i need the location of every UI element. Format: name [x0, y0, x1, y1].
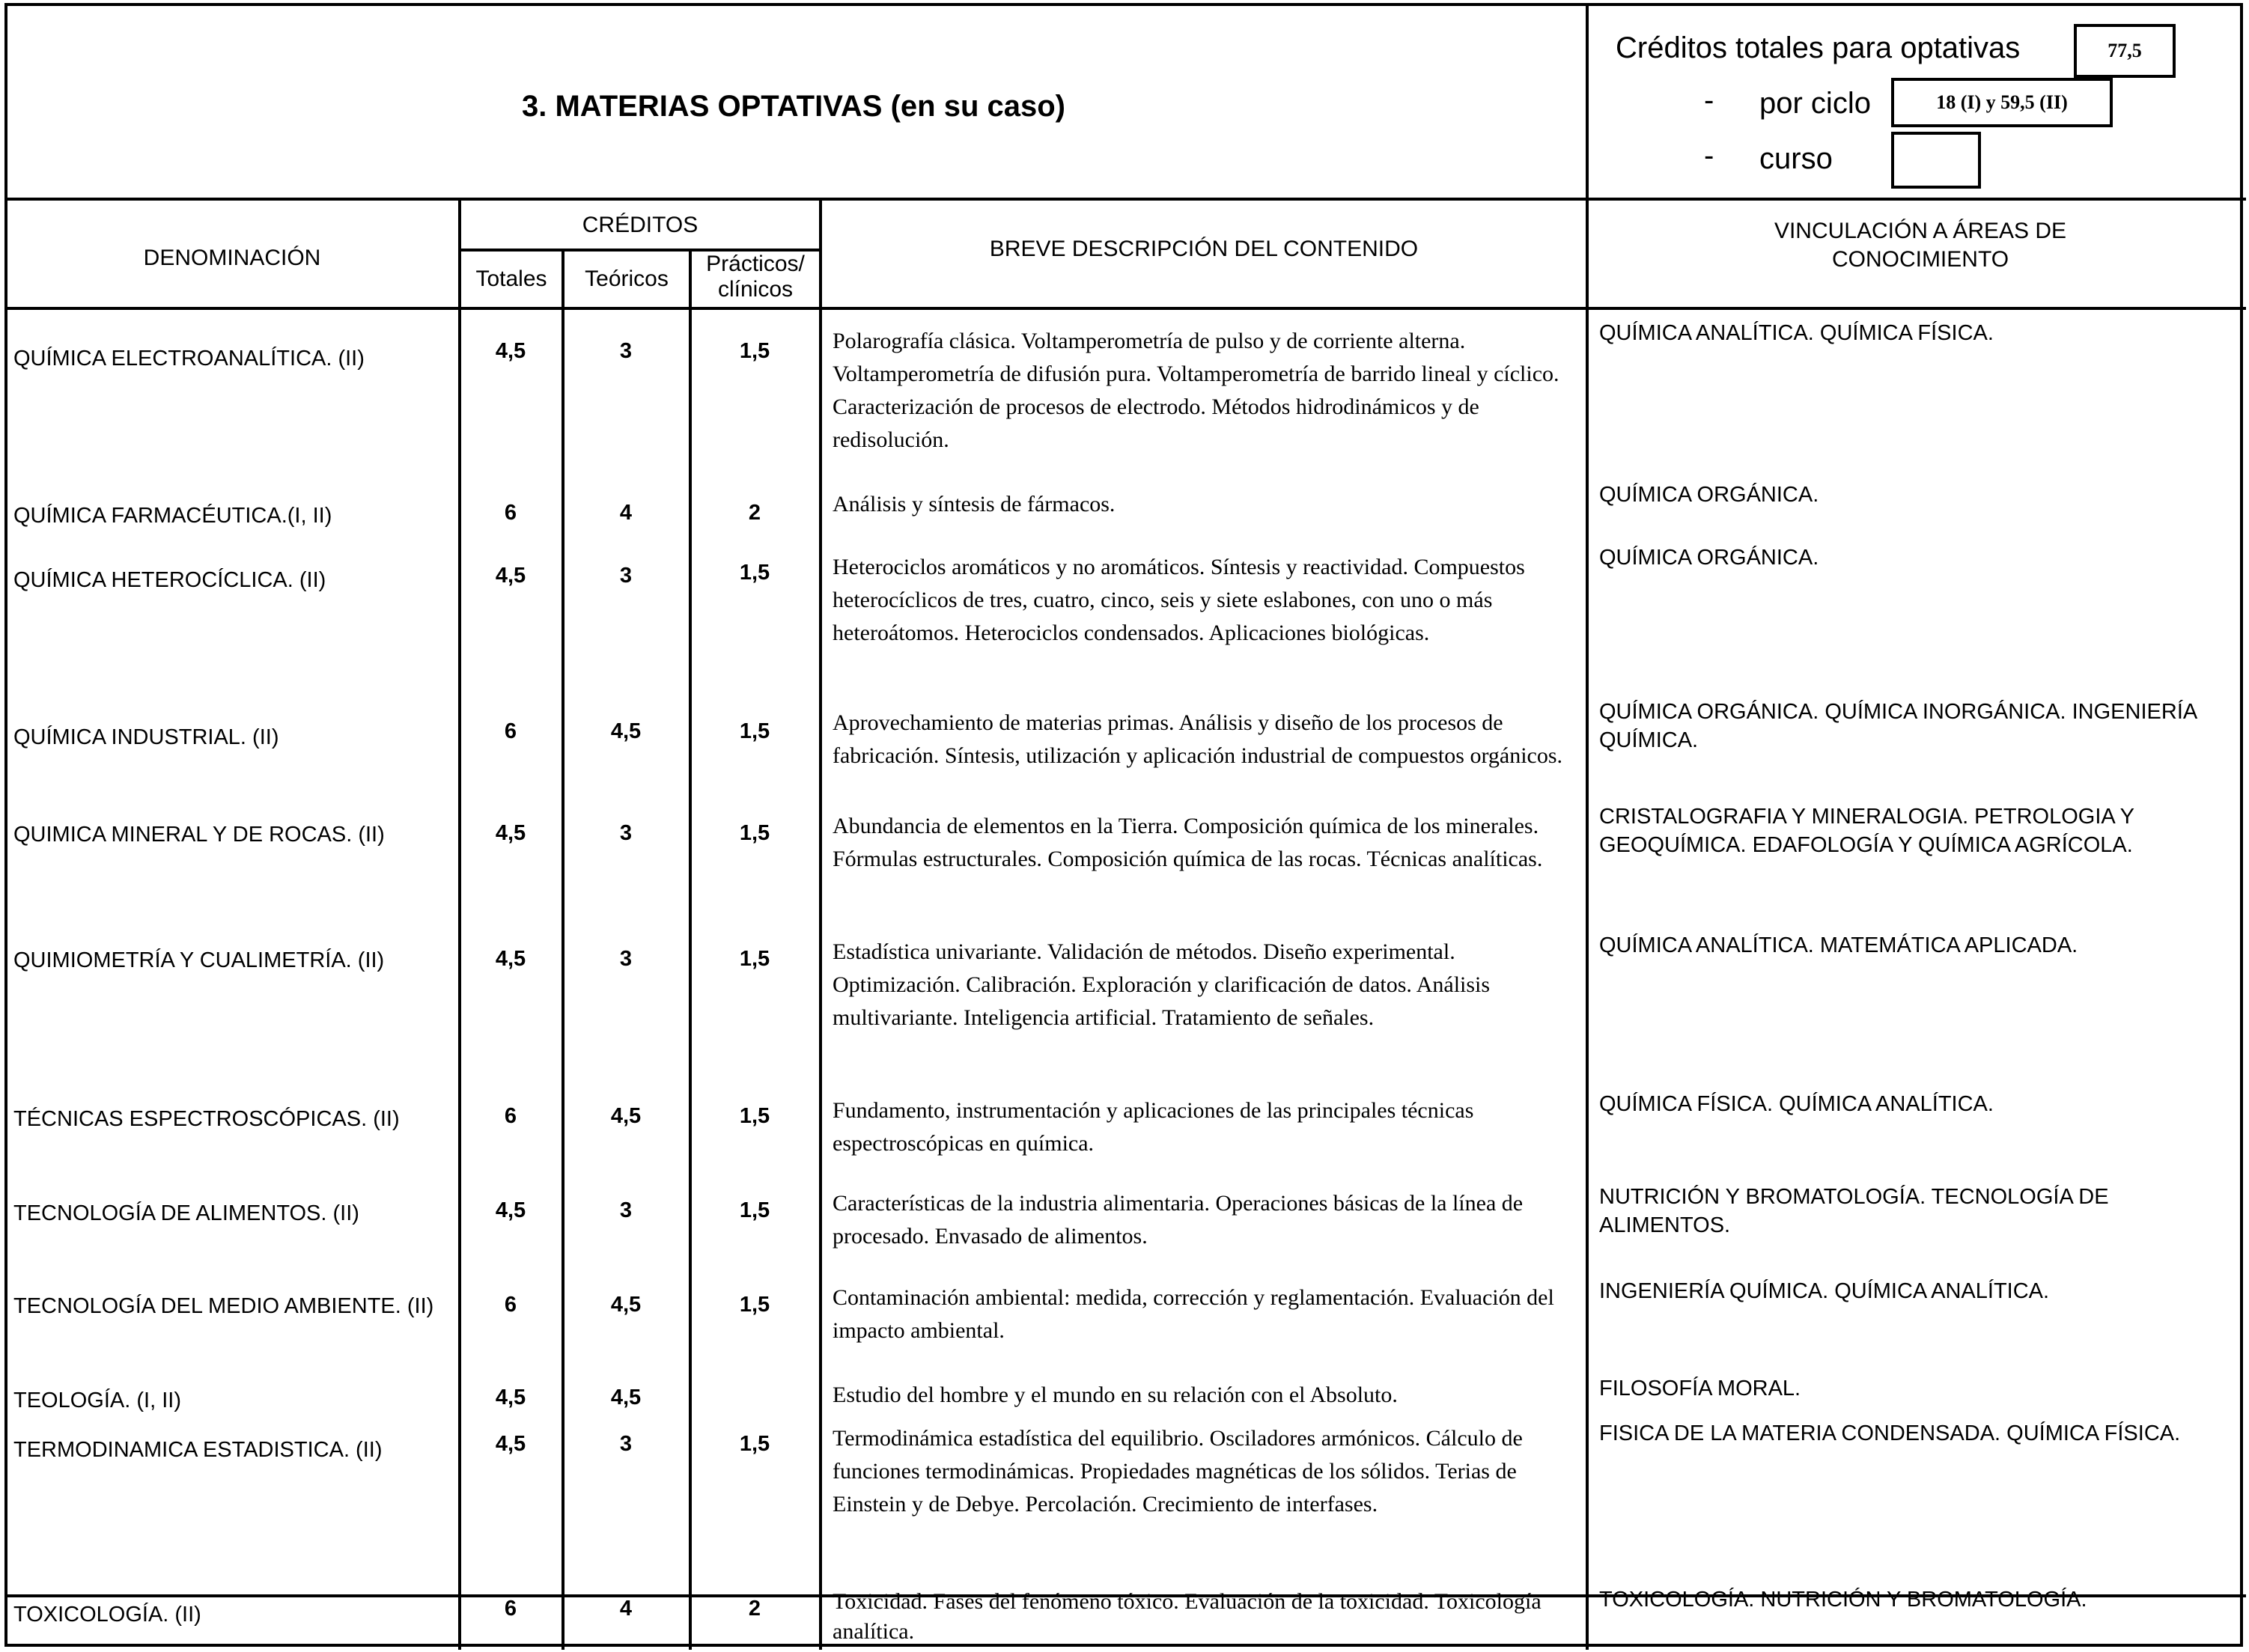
section-title: 3. MATERIAS OPTATIVAS (en su caso) [521, 90, 1065, 123]
row-name: QUÍMICA ELECTROANALÍTICA. (II) [13, 347, 365, 371]
row-practicos: 2 [748, 501, 761, 525]
row-description: Polarografía clásica. Voltamperometría de pulso y de corriente alterna. Voltamperometría de difusión pura. Voltamperometría de barrido lineal y cíclico. Caracterización de procesos de electrodo. Métodos hidrodinámicos y de redisolución. [833, 329, 1559, 452]
row-totales: 4,5 [495, 564, 526, 588]
row-practicos: 1,5 [739, 1198, 770, 1222]
header-practicos: Prácticos/ clínicos [706, 252, 805, 302]
row-totales: 4,5 [495, 1198, 526, 1222]
row-area: QUÍMICA ORGÁNICA. QUÍMICA INORGÁNICA. INGENIERÍA QUÍMICA. [1599, 700, 2197, 752]
row-teoricos: 4 [619, 501, 633, 525]
row-area: TOXICOLOGÍA. NUTRICIÓN Y BROMATOLOGÍA. [1599, 1588, 2087, 1612]
row-area: QUÍMICA ORGÁNICA. [1599, 546, 1819, 570]
row-description: Aprovechamiento de materias primas. Análisis y diseño de los procesos de fabricación. Síntesis, utilización y aplicación industrial de compuestos orgánicos. [833, 710, 1563, 768]
course-label: curso [1759, 142, 1833, 175]
row-area: QUÍMICA ANALÍTICA. QUÍMICA FÍSICA. [1599, 321, 1994, 345]
divider-vinculacion [1586, 3, 1589, 1650]
row-totales: 6 [504, 1104, 517, 1128]
row-totales: 6 [504, 1597, 517, 1621]
row-name: QUÍMICA FARMACÉUTICA.(I, II) [13, 504, 332, 528]
row-practicos: 1,5 [739, 947, 770, 971]
row-area: NUTRICIÓN Y BROMATOLOGÍA. TECNOLOGÍA DE ALIMENTOS. [1599, 1185, 2109, 1237]
header-descripcion: BREVE DESCRIPCIÓN DEL CONTENIDO [989, 237, 1419, 261]
row-teoricos: 3 [619, 1432, 633, 1456]
per-cycle-label: por ciclo [1759, 87, 1871, 120]
row-teoricos: 4 [619, 1597, 633, 1621]
row-totales: 6 [504, 1293, 517, 1317]
course-dash: - [1704, 139, 1714, 172]
row-name: TECNOLOGÍA DEL MEDIO AMBIENTE. (II) [13, 1294, 434, 1318]
row-description: Heterociclos aromáticos y no aromáticos. Síntesis y reactividad. Compuestos heterocíclicos de tres, cuatro, cinco, seis y siete eslabones, con uno o más heteroátomos. Heterociclos condensados. Aplicaciones biológicas. [833, 555, 1525, 645]
row-practicos: 1,5 [739, 561, 770, 585]
row-name: TOXICOLOGÍA. (II) [13, 1603, 201, 1627]
row-totales: 4,5 [495, 339, 526, 363]
row-name: QUÍMICA HETEROCÍCLICA. (II) [13, 568, 326, 592]
row-description: Características de la industria alimentaria. Operaciones básicas de la línea de procesado. Envasado de alimentos. [833, 1191, 1524, 1249]
row-practicos: 1,5 [739, 719, 770, 743]
row-area: CRISTALOGRAFIA Y MINERALOGIA. PETROLOGIA Y GEOQUÍMICA. EDAFOLOGÍA Y QUÍMICA AGRÍCOLA. [1599, 805, 2134, 857]
row-practicos: 1,5 [739, 821, 770, 845]
row-totales: 6 [504, 719, 517, 743]
row-area: QUÍMICA FÍSICA. QUÍMICA ANALÍTICA. [1599, 1092, 1994, 1116]
header-vinculacion: VINCULACIÓN A ÁREAS DE CONOCIMIENTO [1774, 219, 2067, 272]
row-totales: 4,5 [495, 1386, 526, 1409]
divider-descripcion [819, 198, 822, 1650]
row-totales: 4,5 [495, 821, 526, 845]
total-credits-label: Créditos totales para optativas [1616, 31, 2021, 64]
per-cycle-dash: - [1704, 84, 1714, 117]
header-teoricos: Teóricos [585, 266, 669, 291]
row-teoricos: 4,5 [610, 719, 642, 743]
row-area: INGENIERÍA QUÍMICA. QUÍMICA ANALÍTICA. [1599, 1279, 2050, 1303]
row-teoricos: 3 [619, 1198, 633, 1222]
row-description: Contaminación ambiental: medida, corrección y reglamentación. Evaluación del impacto ambiental. [833, 1285, 1554, 1343]
row-totales: 6 [504, 501, 517, 525]
row-description: Análisis y síntesis de fármacos. [833, 492, 1116, 516]
row-name: TERMODINAMICA ESTADISTICA. (II) [13, 1438, 383, 1462]
row-name: TECNOLOGÍA DE ALIMENTOS. (II) [13, 1201, 359, 1225]
row-practicos: 2 [748, 1597, 761, 1621]
row-teoricos: 3 [619, 564, 633, 588]
divider-column-headers [4, 307, 2246, 310]
row-description: Abundancia de elementos en la Tierra. Composición química de los minerales. Fórmulas estructurales. Composición química de las rocas. Técnicas analíticas. [833, 814, 1543, 871]
divider-header [4, 198, 2246, 201]
row-name: QUÍMICA INDUSTRIAL. (II) [13, 725, 279, 749]
row-practicos: 1,5 [739, 1432, 770, 1456]
row-area: QUÍMICA ORGÁNICA. [1599, 483, 1819, 507]
row-teoricos: 4,5 [610, 1386, 642, 1409]
row-area: FISICA DE LA MATERIA CONDENSADA. QUÍMICA FÍSICA. [1599, 1421, 2181, 1445]
per-cycle-value: 18 (I) y 59,5 (II) [1891, 78, 2113, 127]
row-teoricos: 4,5 [610, 1293, 642, 1317]
row-teoricos: 4,5 [610, 1104, 642, 1128]
row-description: Toxicidad. Fases del fenómeno tóxico. Evaluación de la toxicidad. Toxicología analítica. [833, 1589, 1542, 1644]
total-credits-value: 77,5 [2074, 24, 2176, 78]
row-teoricos: 3 [619, 339, 633, 363]
row-area: QUÍMICA ANALÍTICA. MATEMÁTICA APLICADA. [1599, 933, 2078, 957]
row-name: QUIMICA MINERAL Y DE ROCAS. (II) [13, 823, 385, 847]
header-denominacion: DENOMINACIÓN [143, 246, 321, 270]
row-teoricos: 3 [619, 821, 633, 845]
row-totales: 4,5 [495, 947, 526, 971]
header-totales: Totales [475, 266, 547, 291]
row-practicos: 1,5 [739, 339, 770, 363]
course-value [1891, 132, 1981, 189]
divider-teoricos [689, 249, 692, 1650]
row-description: Fundamento, instrumentación y aplicaciones de las principales técnicas espectroscópicas en química. [833, 1098, 1474, 1156]
row-practicos: 1,5 [739, 1104, 770, 1128]
row-name: TÉCNICAS ESPECTROSCÓPICAS. (II) [13, 1107, 400, 1131]
row-name: TEOLOGÍA. (I, II) [13, 1389, 181, 1412]
row-totales: 4,5 [495, 1432, 526, 1456]
row-name: QUIMIOMETRÍA Y CUALIMETRÍA. (II) [13, 948, 385, 972]
row-practicos: 1,5 [739, 1293, 770, 1317]
row-description: Estudio del hombre y el mundo en su relación con el Absoluto. [833, 1383, 1398, 1407]
row-description: Estadística univariante. Validación de métodos. Diseño experimental. Optimización. Calibración. Exploración y clarificación de datos. Análisis multivariante. Inteligencia artificial. Tratamiento de señales. [833, 939, 1491, 1030]
row-description: Termodinámica estadística del equilibrio. Osciladores armónicos. Cálculo de funciones termodinámicas. Propiedades magnéticas de los sólidos. Terias de Einstein y de Debye. Percolación. Crecimiento de interfases. [833, 1426, 1523, 1517]
header-creditos: CRÉDITOS [582, 213, 699, 237]
row-teoricos: 3 [619, 947, 633, 971]
row-area: FILOSOFÍA MORAL. [1599, 1377, 1801, 1400]
